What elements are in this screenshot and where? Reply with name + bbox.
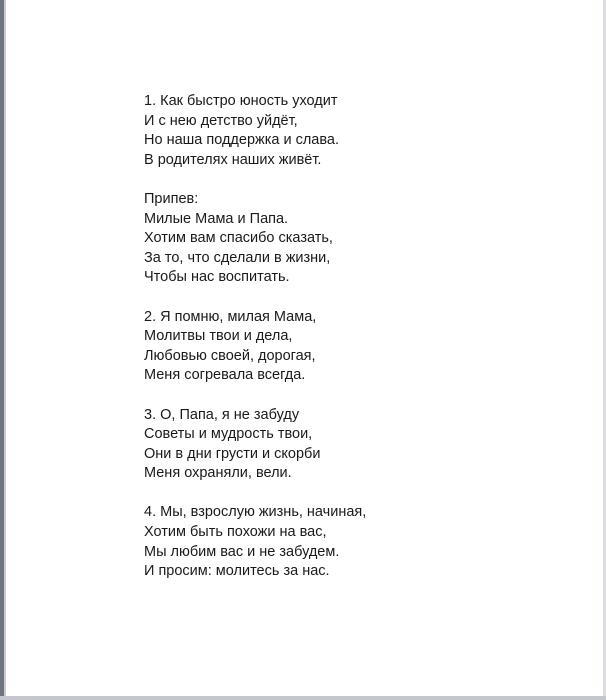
stanza-line: 3. О, Папа, я не забуду — [144, 406, 300, 423]
stanza-line: Мы любим вас и не забудем. — [144, 543, 340, 560]
stanza-line: Но наша поддержка и слава. — [144, 132, 339, 149]
stanza-line: В родителях наших живёт. — [144, 151, 322, 168]
window-left-border-highlight — [4, 0, 6, 700]
stanza-line: Они в дни грусти и скорби — [144, 445, 321, 462]
stanza-line: И просим: молитесь за нас. — [144, 563, 330, 580]
stanza-line: Чтобы нас воспитать. — [144, 269, 290, 286]
stanza-2 — [144, 308, 584, 386]
stanza-3 — [144, 406, 584, 484]
stanza-line: Милые Мама и Папа. — [144, 210, 289, 227]
stanza-line: 2. Я помню, милая Мама, — [144, 308, 317, 325]
window-bottom-border — [0, 696, 606, 700]
stanza-1 — [144, 92, 584, 170]
stanza-line: Хотим вам спасибо сказать, — [144, 230, 333, 247]
stanza-line: Любовью своей, дорогая, — [144, 347, 316, 364]
stanza-line: Меня согревала всегда. — [144, 367, 306, 384]
stanza-line: За то, что сделали в жизни, — [144, 249, 331, 266]
chorus-heading: Припев: — [144, 190, 199, 207]
poem-text[interactable] — [144, 92, 584, 601]
stanza-line: Меня охраняли, вели. — [144, 465, 292, 482]
chorus — [144, 190, 584, 288]
stanza-line: Советы и мудрость твои, — [144, 426, 313, 443]
stanza-line: 4. Мы, взрослую жизнь, начиная, — [144, 504, 367, 521]
stanza-4 — [144, 503, 584, 581]
stanza-line: Молитвы твои и дела, — [144, 328, 293, 345]
stanza-line: Хотим быть похожи на вас, — [144, 524, 327, 541]
stanza-line: 1. Как быстро юность уходит — [144, 93, 338, 109]
stanza-line: И с нею детство уйдёт, — [144, 112, 298, 129]
